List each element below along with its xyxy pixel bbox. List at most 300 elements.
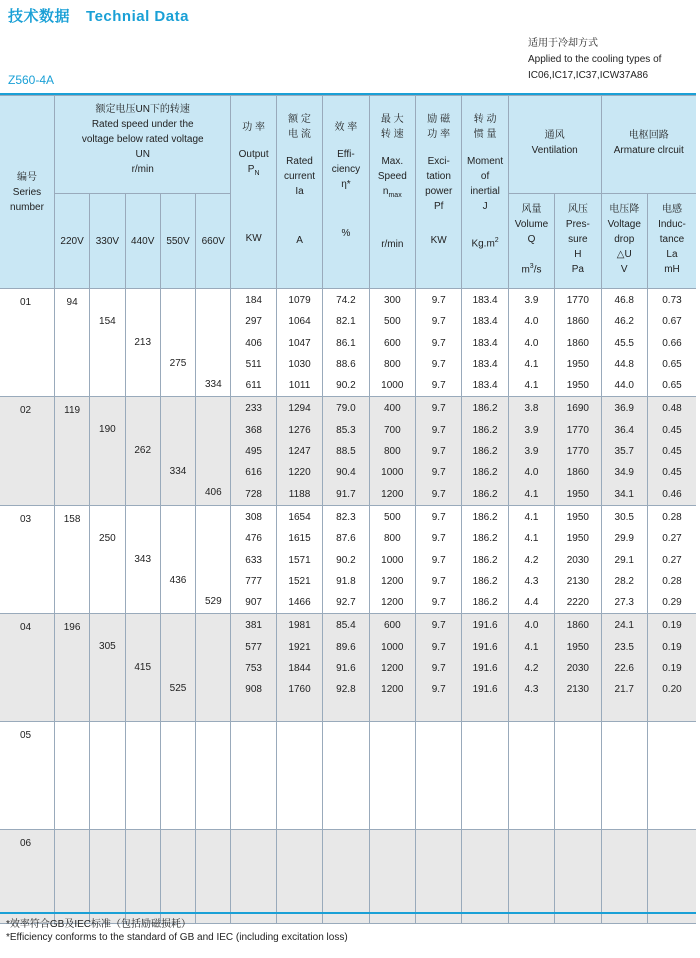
series-group-row [0,830,696,924]
moment-value: 186.2 [472,467,498,479]
excitation-value: 9.7 [431,446,446,458]
pressure-value: 1950 [566,488,589,500]
current-value: 1247 [288,446,311,458]
moment-value: 186.2 [472,488,498,500]
speed-cell [125,722,160,830]
max-speed-value: 300 [383,295,401,306]
moment-value: 191.6 [472,620,498,632]
moment-value: 183.4 [472,380,498,392]
speed-cell [125,614,160,722]
max-speed-value: 500 [383,511,401,523]
output-column-cell [231,505,276,613]
footnote-cn: *效率符合GB及IEC标准（包括励磁损耗） [6,919,192,930]
model-label: Z560-4A [8,73,55,87]
excitation-value: 9.7 [431,403,446,415]
speed-cell [90,614,125,722]
efficiency-value: 82.3 [336,511,356,523]
maxspeed-unit: r/min [381,239,404,250]
excitation-value: 9.7 [431,316,446,328]
efficiency-column-cell [323,830,369,924]
voltage-drop-value: 44.0 [614,380,634,392]
inductance-column-cell [647,614,696,722]
series-number-cell: 06 [0,830,54,924]
speed-cell [160,505,195,613]
volume-en: Volume [514,219,549,230]
inductance-value: 0.27 [662,533,682,545]
speed-value [196,810,230,826]
inductance-value: 0.19 [662,641,682,653]
excitation-value: 9.7 [431,467,446,479]
speed-value [126,768,160,784]
volume-value: 4.1 [524,380,539,392]
pressure-column-cell [555,614,601,722]
inductance-value: 0.28 [662,575,682,587]
excitation-value: 9.7 [431,511,446,523]
current-column-cell [276,289,322,397]
output-value: 297 [245,316,262,328]
efficiency-value: 91.8 [336,575,356,587]
current-value: 1011 [288,380,311,392]
current-value: 1079 [288,295,311,306]
volume-cn: 风量 [521,204,542,215]
moment-value: 186.2 [472,575,498,587]
volume-value: 4.1 [524,511,539,523]
speed-value: 436 [169,574,187,586]
moment-cn2: 惯 量 [473,129,497,140]
efficiency-value: 87.6 [336,533,356,545]
inductance-value: 0.45 [662,446,682,458]
eff-cn: 效 率 [334,122,358,133]
excitation-column-cell [416,505,462,613]
speed-cn: 额定电压UN下的转速 [95,104,190,115]
speed-value [55,728,89,744]
efficiency-column-cell [323,722,369,830]
voltage-drop-value: 45.5 [614,337,634,349]
speed-cell [196,505,231,613]
efficiency-value: 82.1 [336,316,356,328]
inductance-value: 0.20 [662,684,682,696]
efficiency-value: 92.7 [336,597,356,609]
max-speed-column-cell [369,830,415,924]
speed-cell [196,614,231,722]
excitation-value: 9.7 [431,358,446,370]
current-column-cell [276,397,322,505]
output-symbol: $P_N$ [247,164,260,177]
speed-value: 119 [64,405,81,417]
output-value: 184 [245,295,262,306]
speed-cell [160,614,195,722]
ind-cn: 电感 [661,204,682,215]
speed-value: 154 [99,316,116,327]
maxspeed-symbol: $n_{max}$ [382,186,402,199]
current-header [276,96,322,289]
output-value: 633 [245,554,262,566]
efficiency-value: 79.0 [336,403,356,415]
pressure-value: 1860 [566,467,589,479]
excitation-value: 9.7 [431,337,446,349]
speed-en1: Rated speed under the [91,119,194,130]
max-speed-value: 600 [383,620,401,632]
moment-value: 191.6 [472,641,498,653]
voltage-drop-value: 28.2 [614,575,634,587]
speed-cell [90,830,125,924]
output-value: 308 [245,511,262,523]
speed-cell [196,289,231,397]
excitation-value: 9.7 [431,641,446,653]
output-value: 908 [245,684,262,696]
inductance-value: 0.73 [662,295,682,306]
ind-en2: tance [659,234,685,245]
efficiency-column-cell [323,397,369,505]
moment-column-cell [462,289,508,397]
efficiency-value: 85.4 [336,620,356,632]
series-number-cell: 03 [0,505,54,613]
series-header [0,96,54,289]
current-value: 1188 [288,488,311,500]
speed-cell [125,397,160,505]
inductance-header [647,194,696,289]
exc-unit: KW [430,235,447,246]
speed-cell [54,614,89,722]
speed-value: 529 [204,595,222,607]
moment-value: 183.4 [472,295,498,306]
pressure-value: 1860 [566,620,589,632]
output-value: 511 [245,358,262,370]
arm-en: Armature clrcuit [613,145,684,156]
volume-unit: $m^3/s$ [521,263,542,276]
moment-value: 186.2 [472,554,498,566]
moment-column-cell [462,614,508,722]
pressure-value: 1770 [566,446,589,458]
output-value: 476 [245,533,262,545]
inductance-column-cell [647,722,696,830]
voltage-drop-value: 34.9 [614,467,634,479]
speed-value [126,876,160,892]
volume-value: 4.2 [524,663,539,675]
inductance-value: 0.45 [662,467,682,479]
pressure-value: 1690 [566,403,589,415]
output-value: 381 [245,620,262,632]
current-value: 1760 [288,684,311,696]
speed-value: 190 [99,424,116,436]
volume-value: 4.1 [524,533,539,545]
volume-value: 4.3 [524,575,539,587]
inductance-value: 0.48 [662,403,682,415]
pressure-value: 2220 [566,597,589,609]
series-group-row [0,505,696,613]
volume-symbol: Q [527,234,536,245]
voltage-drop-header [601,194,647,289]
volume-value: 4.3 [524,684,539,696]
moment-value: 183.4 [472,337,498,349]
inductance-value: 0.67 [662,316,682,328]
speed-value: 406 [204,487,222,499]
current-cn1: 额 定 [288,114,311,125]
volume-value: 4.1 [524,358,539,370]
speed-cell [54,505,89,613]
speed-cell [90,722,125,830]
inductance-value: 0.29 [662,597,682,609]
moment-value: 183.4 [472,358,498,370]
speed-cell [125,505,160,613]
title-en: Technial Data [86,8,189,25]
output-value: 577 [245,641,262,653]
pressure-value: 1860 [566,316,589,328]
current-value: 1220 [288,467,311,479]
max-speed-column-cell [369,614,415,722]
vdrop-symbol: △U [616,249,632,260]
apply-en1: Applied to the cooling types of [528,54,662,65]
series-en2: number [10,201,44,213]
output-header [231,96,276,289]
current-value: 1654 [288,511,311,523]
output-column-cell [231,722,276,830]
armature-header [601,96,696,194]
inductance-value: 0.27 [662,554,682,566]
max-speed-value: 1200 [381,684,404,696]
excitation-header [416,96,462,289]
eff-symbol: η* [341,179,351,190]
current-value: 1571 [288,554,311,566]
moment-column-cell [462,722,508,830]
volume-value: 4.4 [524,597,539,609]
speed-cell [90,397,125,505]
exc-cn1: 励 磁 [427,114,451,125]
speed-value: 196 [63,622,81,634]
output-value: 233 [245,403,262,415]
moment-value: 186.2 [472,446,498,458]
excitation-value: 9.7 [431,575,446,587]
footnote [6,918,348,944]
exc-cn2: 功 率 [427,129,451,140]
excitation-value: 9.7 [431,533,446,545]
efficiency-value: 91.6 [336,663,356,675]
speed-cell [160,397,195,505]
inductance-value: 0.45 [662,424,682,436]
excitation-value: 9.7 [431,620,446,632]
speed-value: 334 [169,466,187,478]
volume-value: 4.0 [524,467,539,479]
speed-cell [196,397,231,505]
voltage-drop-value: 34.1 [614,488,634,500]
excitation-value: 9.7 [431,295,446,306]
series-group-row [0,289,696,397]
speed-value: 94 [66,297,78,308]
max-speed-value: 1200 [381,663,404,675]
output-en: Output [238,149,269,160]
voltage-drop-column-cell [601,505,647,613]
series-number-cell: 01 [0,289,54,397]
series-number-cell: 05 [0,722,54,830]
output-value: 753 [245,663,262,675]
output-value: 611 [245,380,262,392]
output-column-cell [231,614,276,722]
efficiency-value: 88.6 [336,358,356,370]
speed-header [54,96,231,194]
speed-value: 305 [99,641,116,653]
inductance-value: 0.66 [662,337,682,349]
volume-value: 3.9 [524,446,539,458]
pressure-header [555,194,601,289]
current-value: 1064 [288,316,311,328]
efficiency-value: 91.7 [336,488,356,500]
voltage-660-header: 660V [196,194,231,289]
pressure-column-cell [555,289,601,397]
vdrop-en2: drop [614,234,635,245]
current-value: 1981 [288,620,311,632]
output-column-cell [231,289,276,397]
speed-value [90,855,124,871]
efficiency-value: 90.2 [336,380,356,392]
voltage-drop-column-cell [601,830,647,924]
inductance-column-cell [647,830,696,924]
speed-cell [160,289,195,397]
max-speed-column-cell [369,722,415,830]
ind-symbol: La [666,249,678,260]
pressure-value: 1770 [566,295,589,306]
inductance-value: 0.65 [662,380,682,392]
moment-value: 186.2 [472,403,498,415]
voltage-drop-value: 21.7 [614,684,634,696]
max-speed-column-cell [369,397,415,505]
moment-cn1: 转 动 [473,114,497,125]
pressure-column-cell [555,397,601,505]
speed-en3: UN [135,149,150,160]
inductance-value: 0.19 [662,663,682,675]
pressure-value: 1860 [566,337,589,349]
excitation-value: 9.7 [431,488,446,500]
moment-header [462,96,508,289]
speed-cell [160,722,195,830]
max-speed-column-cell [369,505,415,613]
pressure-value: 1950 [566,511,589,523]
cooling-types-note [528,36,661,84]
max-speed-value: 600 [383,337,401,349]
moment-value: 186.2 [472,424,498,436]
max-speed-column-cell [369,289,415,397]
current-column-cell [276,722,322,830]
apply-en2: IC06,IC17,IC37,ICW37A86 [528,70,649,81]
exc-en2: tation [426,171,451,182]
voltage-drop-value: 22.6 [614,663,634,675]
volume-value: 3.9 [524,295,539,306]
speed-value: 275 [169,358,187,369]
speed-en2: voltage below rated voltage [81,134,204,145]
moment-en1: Moment [467,156,504,167]
vdrop-unit: V [620,264,628,275]
efficiency-value: 86.1 [336,337,356,349]
moment-column-cell [462,830,508,924]
speed-value [196,702,230,718]
volume-column-cell [508,505,554,613]
speed-value: 415 [134,662,152,674]
moment-value: 183.4 [472,316,498,328]
speed-cell [90,505,125,613]
volume-column-cell [508,614,554,722]
pressure-cn: 风压 [567,204,588,215]
excitation-value: 9.7 [431,684,446,696]
pressure-value: 2130 [566,684,589,696]
speed-value: 158 [63,513,81,525]
volume-value: 4.1 [524,641,539,653]
output-cn: 功 率 [242,122,266,133]
title-cn: 技术数据 [8,8,71,25]
speed-value: 525 [169,683,187,695]
pressure-column-cell [555,830,601,924]
series-cn: 编号 [16,171,37,183]
excitation-value: 9.7 [431,597,446,609]
max-speed-value: 1200 [381,575,404,587]
max-speed-value: 800 [383,446,401,458]
efficiency-value: 90.4 [336,467,356,479]
table-body [0,289,696,924]
speed-value: 213 [134,337,152,348]
series-group-row [0,722,696,830]
current-en1: Rated [286,156,313,167]
speed-cell [54,289,89,397]
current-en2: current [283,171,316,182]
pressure-value: 1950 [566,380,589,392]
speed-cell [54,830,89,924]
volume-value: 4.0 [524,337,539,349]
output-value: 616 [245,467,262,479]
efficiency-value: 74.2 [336,295,356,306]
voltage-drop-value: 44.8 [614,358,634,370]
output-value: 728 [245,488,262,500]
voltage-drop-column-cell [601,397,647,505]
output-value: 406 [245,337,262,349]
volume-column-cell [508,397,554,505]
volume-value: 4.2 [524,554,539,566]
exc-en1: Exci- [427,156,450,167]
volume-value: 4.1 [524,488,539,500]
current-symbol: Ia [295,186,304,197]
voltage-drop-value: 24.1 [614,620,634,632]
inductance-column-cell [647,289,696,397]
excitation-value: 9.7 [431,663,446,675]
vent-en: Ventilation [531,145,578,156]
current-value: 1276 [288,424,311,436]
current-value: 1466 [288,597,311,609]
current-value: 1615 [288,533,311,545]
pressure-value: 1950 [566,358,589,370]
current-column-cell [276,830,322,924]
current-value: 1047 [288,337,311,349]
speed-cell [160,830,195,924]
excitation-column-cell [416,830,462,924]
speed-cell [54,722,89,830]
volume-column-cell [508,289,554,397]
ventilation-header [508,96,601,194]
excitation-column-cell [416,289,462,397]
pressure-value: 2030 [566,663,589,675]
max-speed-value: 800 [383,358,401,370]
pressure-en2: sure [568,234,588,245]
series-number-cell: 04 [0,614,54,722]
efficiency-column-cell [323,614,369,722]
voltage-drop-value: 46.8 [614,295,634,306]
current-column-cell [276,614,322,722]
speed-cell [90,289,125,397]
max-speed-value: 1000 [381,467,404,479]
moment-value: 186.2 [472,597,498,609]
moment-value: 191.6 [472,663,498,675]
speed-value [90,747,124,763]
max-speed-value: 1200 [381,597,404,609]
current-column-cell [276,505,322,613]
max-speed-value: 800 [383,533,401,545]
efficiency-value: 85.3 [336,424,356,436]
